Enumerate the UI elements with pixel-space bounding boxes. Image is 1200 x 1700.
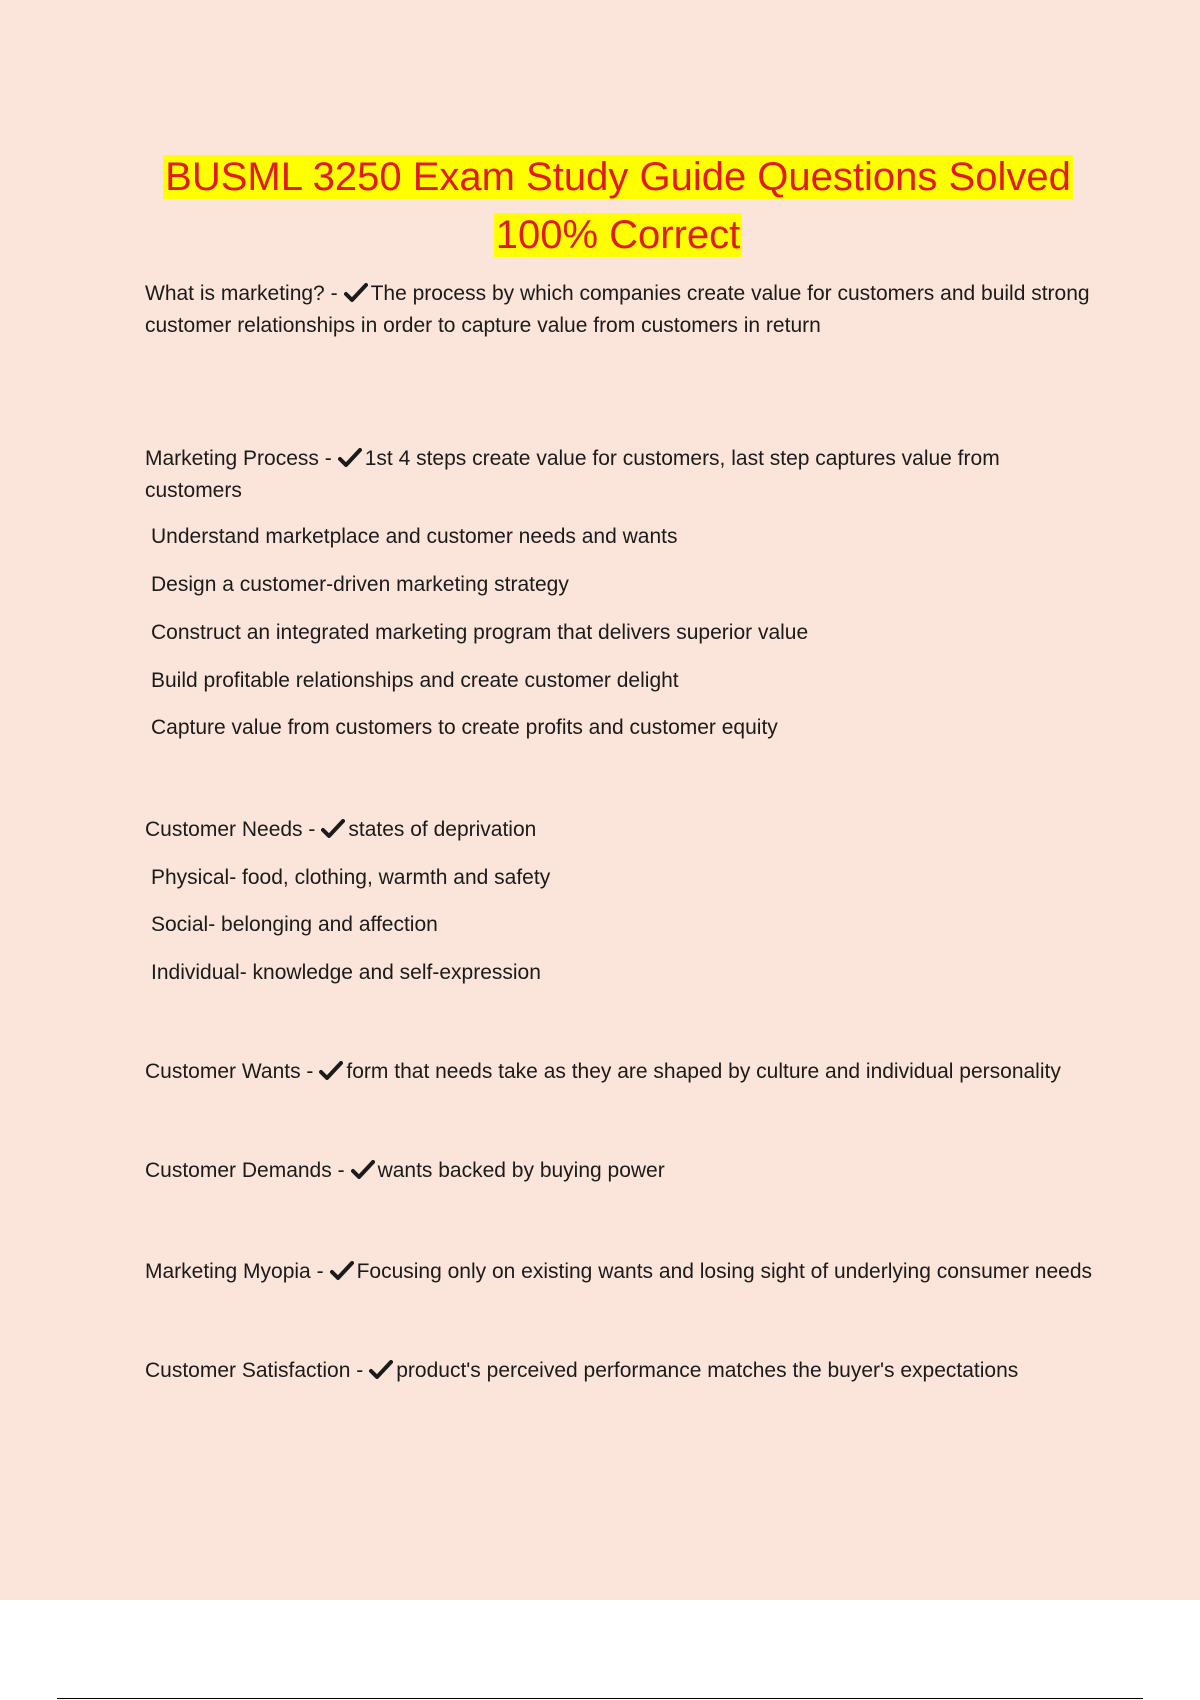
check-icon [330,1261,354,1281]
list-item: Design a customer-driven marketing strategy [151,573,569,596]
list-item: Individual- knowledge and self-expression [151,961,541,984]
title-line-1: BUSML 3250 Exam Study Guide Questions Solved [165,155,1071,199]
answer: form that needs take as they are shaped by culture and individual personality [346,1060,1061,1083]
list-item: Build profitable relationships and create customer delight [151,669,679,692]
list-item: Capture value from customers to create profits and customer equity [151,716,778,739]
term: Customer Satisfaction - [145,1359,364,1382]
answer: Focusing only on existing wants and losing sight of underlying consumer needs [356,1260,1092,1283]
answer: states of deprivation [348,818,537,841]
qa-entry-marketing-myopia [145,1256,1095,1288]
footer-divider [57,1698,1143,1699]
list-item: Physical- food, clothing, warmth and safety [151,866,551,889]
qa-entry-customer-needs [145,814,1095,846]
term: Customer Wants - [145,1060,314,1083]
qa-entry-customer-demands [145,1155,1095,1187]
list-item: Construct an integrated marketing program that delivers superior value [151,621,809,644]
list-item: Understand marketplace and customer needs and wants [151,525,678,548]
term: Customer Needs - [145,818,316,841]
answer: wants backed by buying power [377,1159,665,1182]
term: Marketing Process - [145,447,332,470]
check-icon [321,819,345,839]
check-icon [338,448,362,468]
qa-entry-marketing-process [145,443,1095,507]
check-icon [369,1360,393,1380]
qa-entry-customer-wants [145,1056,1095,1088]
term: Customer Demands - [145,1159,345,1182]
list-item: Social- belonging and affection [151,913,438,936]
term: Marketing Myopia - [145,1260,324,1283]
title-line-2: 100% Correct [495,213,741,257]
check-icon [344,283,368,303]
page-title [0,148,1200,264]
check-icon [319,1061,343,1081]
term: What is marketing? - [145,282,338,305]
answer: 1st 4 steps create value for customers, last step captures value from customers [145,447,1000,502]
qa-entry-marketing [145,278,1095,342]
answer: The process by which companies create value for customers and build strong customer relationships in order to capture value from customers in return [145,282,1090,337]
check-icon [351,1160,375,1180]
answer: product's perceived performance matches the buyer's expectations [396,1359,1019,1382]
qa-entry-customer-satisfaction [145,1355,1095,1387]
study-guide-content [145,278,1095,1387]
